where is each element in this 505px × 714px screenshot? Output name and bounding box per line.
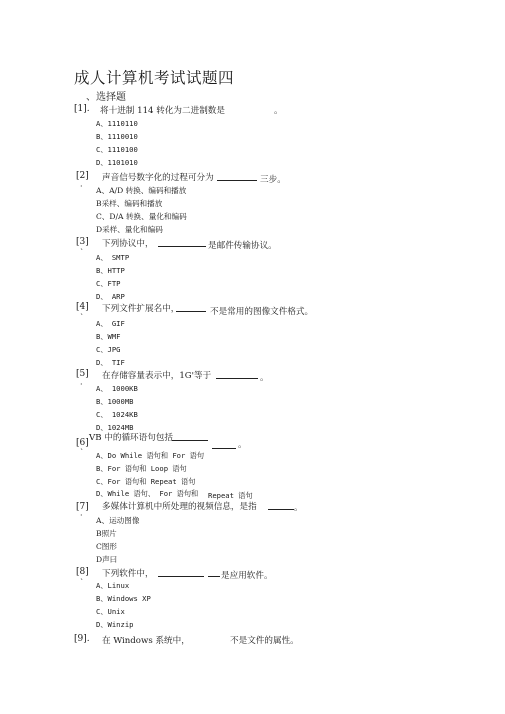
answer-blank [176, 303, 206, 312]
question-stem: 下列软件中， [102, 569, 154, 579]
question-tail: 不是常用的图像文件格式。 [210, 307, 314, 317]
option: C图形 [96, 542, 117, 551]
answer-blank [158, 238, 206, 247]
answer-blank [158, 568, 204, 577]
answer-blank [172, 432, 208, 441]
option: C、FTP [96, 279, 121, 288]
question-stem: 将十进制 114 转化为二进制数是 [100, 106, 225, 116]
question-stem: 下列文件扩展名中， [102, 304, 180, 314]
option: A、A/D 转换、编码和播放 [96, 186, 187, 195]
answer-blank [208, 568, 220, 577]
option: D、Winzip [96, 620, 134, 629]
bullet-dot: · [80, 380, 83, 389]
question-tail: 三步。 [260, 175, 286, 185]
question-number: [5] [76, 369, 89, 379]
question-number: [4] [76, 302, 89, 312]
question-number: [7] [76, 502, 89, 512]
page-title: 成人计算机考试试题四 [74, 69, 235, 87]
question-tail: 是应用软件。 [221, 571, 273, 581]
option: A、Do While 语句和 For 语句 [96, 451, 205, 460]
question-stem: 声音信号数字化的过程可分为 [102, 173, 214, 183]
question-number: [8] [76, 567, 89, 577]
option: B、Windows XP [96, 594, 151, 603]
option: B、HTTP [96, 266, 125, 275]
question-number: [2] [76, 171, 89, 181]
question-tail: 。 [238, 440, 247, 450]
option: C、 1024KB [96, 410, 138, 419]
option-continuation: Repeat 语句 [208, 491, 253, 500]
option: D、While 语句、 For 语句和 [96, 489, 199, 498]
option: A、 GIF [96, 319, 125, 328]
option: A、1110110 [96, 119, 138, 128]
bullet-dot: ` [80, 448, 84, 457]
option: C、JPG [96, 345, 121, 354]
bullet-dot: · [80, 511, 83, 520]
option: D、 TIF [96, 358, 125, 367]
option: A、Linux [96, 581, 130, 590]
bullet-dot: · [80, 182, 83, 191]
question-stem: VB 中的循环语句包括 [89, 433, 174, 443]
option: C、1110100 [96, 145, 138, 154]
question-number: [9]. [74, 634, 90, 644]
question-tail: 。 [260, 373, 269, 383]
bullet-dot: ` [80, 313, 84, 322]
option: C、Unix [96, 607, 125, 616]
question-number: [6] [76, 438, 89, 448]
option: B采样、编码和播放 [96, 199, 163, 208]
question-stem: 下列协议中， [102, 239, 154, 249]
question-tail: 是邮件传输协议。 [208, 241, 277, 251]
answer-blank [217, 172, 257, 181]
option: B、WMF [96, 332, 121, 341]
question-tail: 。 [274, 106, 283, 116]
bullet-dot: ` [80, 578, 84, 587]
bullet-dot: ` [80, 248, 84, 257]
option: D采样、量化和编码 [96, 225, 163, 234]
option: B、1000MB [96, 397, 134, 406]
question-stem: 多媒体计算机中所处理的视频信息，是指 [102, 502, 257, 512]
option: B照片 [96, 529, 117, 538]
option: C、For 语句和 Repeat 语句 [96, 477, 196, 486]
option: D声曰 [96, 555, 118, 564]
option: D、1024MB [96, 423, 134, 432]
option: A、 1000KB [96, 384, 138, 393]
question-stem: 在 Windows 系统中， [102, 636, 190, 646]
answer-blank [216, 370, 258, 379]
question-tail: 。 [294, 503, 303, 513]
answer-blank [212, 440, 236, 449]
option: A、运动图像 [96, 516, 140, 525]
section-heading: 、选择题 [86, 92, 126, 103]
question-number: [1]. [74, 104, 90, 114]
question-stem: 在存储容量表示中，1G'等于 [102, 371, 212, 381]
option: B、1110010 [96, 132, 138, 141]
option: A、 SMTP [96, 253, 130, 262]
option: D、 ARP [96, 292, 125, 301]
option: D、1101010 [96, 158, 138, 167]
question-tail: 不是文件的属性。 [230, 636, 299, 646]
option: C、D/A 转换、量化和编码 [96, 212, 187, 221]
option: B、For 语句和 Loop 语句 [96, 464, 187, 473]
answer-blank [268, 501, 294, 510]
question-number: [3] [76, 237, 89, 247]
